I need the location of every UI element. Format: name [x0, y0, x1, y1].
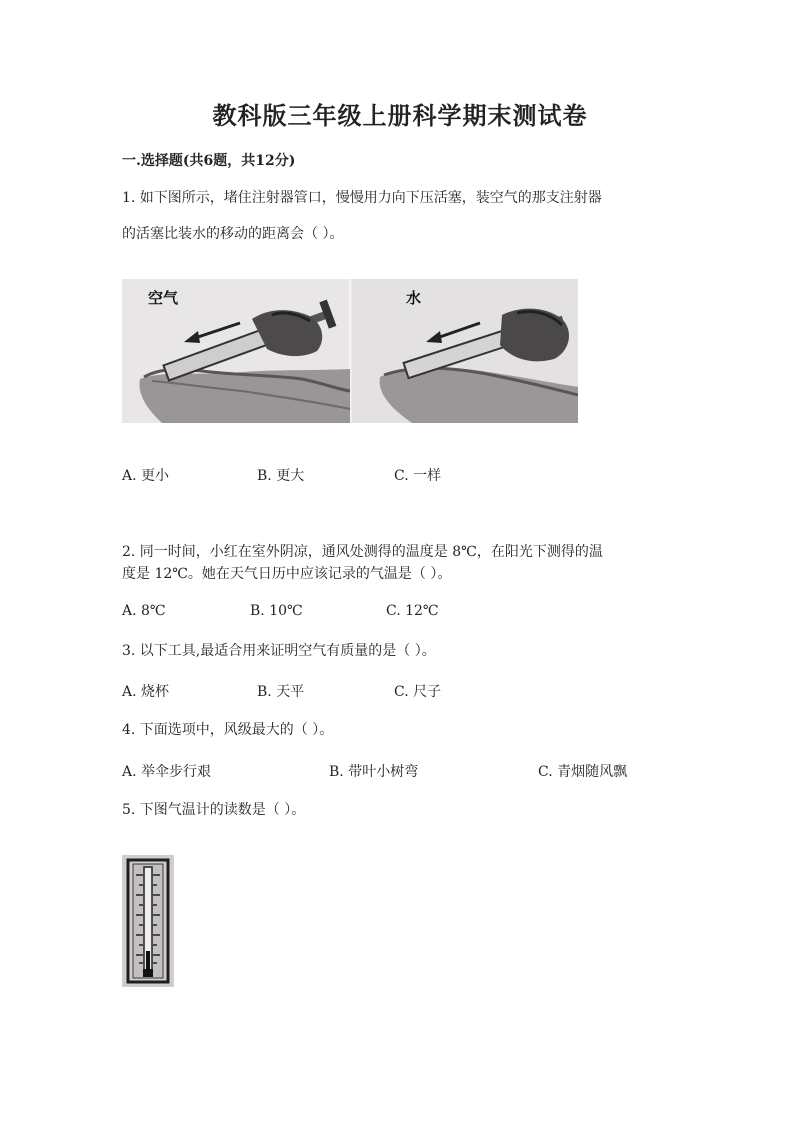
- option-c[interactable]: C. 青烟随风飘: [538, 764, 628, 780]
- option-c[interactable]: C. 一样: [394, 468, 442, 484]
- option-a[interactable]: A. 举伞步行艰: [122, 764, 212, 780]
- figure-label-air: 空气: [148, 289, 179, 307]
- option-b[interactable]: B. 带叶小树弯: [329, 764, 419, 780]
- question-3: [122, 633, 436, 669]
- option-b[interactable]: B. 10℃: [250, 603, 303, 619]
- question-1-text-line2: 的活塞比装水的移动的距离会（ ）。: [122, 226, 344, 242]
- question-3-options: [122, 681, 682, 705]
- question-2: [122, 541, 603, 585]
- question-4-text: 4. 下面选项中，风级最大的（ ）。: [122, 722, 334, 738]
- figure-label-water: 水: [406, 289, 422, 307]
- option-c[interactable]: C. 12℃: [386, 603, 439, 619]
- thermometer-figure: [122, 855, 174, 987]
- option-c[interactable]: C. 尺子: [394, 684, 442, 700]
- question-2-text-line1: 2. 同一时间，小红在室外阴凉，通风处测得的温度是 8℃，在阳光下测得的温: [122, 544, 603, 560]
- page-title: 教科版三年级上册科学期末测试卷: [212, 101, 588, 130]
- syringe-illustration: [122, 279, 578, 423]
- option-a[interactable]: A. 烧杯: [122, 684, 170, 700]
- section-heading: 一.选择题(共6题，共12分): [122, 153, 296, 169]
- question-1-text-line1: 1. 如下图所示，堵住注射器管口，慢慢用力向下压活塞，装空气的那支注射器: [122, 190, 602, 206]
- syringe-figure: [122, 279, 578, 423]
- question-1: [122, 180, 602, 252]
- option-b[interactable]: B. 天平: [257, 684, 305, 700]
- thermometer-illustration: [122, 855, 174, 987]
- option-a[interactable]: A. 8℃: [122, 603, 166, 619]
- question-5: [122, 792, 305, 828]
- question-4-options: [122, 761, 682, 785]
- question-2-text-line2: 度是 12℃。她在天气日历中应该记录的气温是（ ）。: [122, 566, 452, 582]
- question-2-options: [122, 603, 682, 627]
- question-5-text: 5. 下图气温计的读数是（ ）。: [122, 802, 306, 818]
- question-1-options: [122, 465, 682, 489]
- question-4: [122, 712, 333, 748]
- option-a[interactable]: A. 更小: [122, 468, 170, 484]
- question-3-text: 3. 以下工具,最适合用来证明空气有质量的是（ ）。: [122, 643, 436, 659]
- option-b[interactable]: B. 更大: [257, 468, 305, 484]
